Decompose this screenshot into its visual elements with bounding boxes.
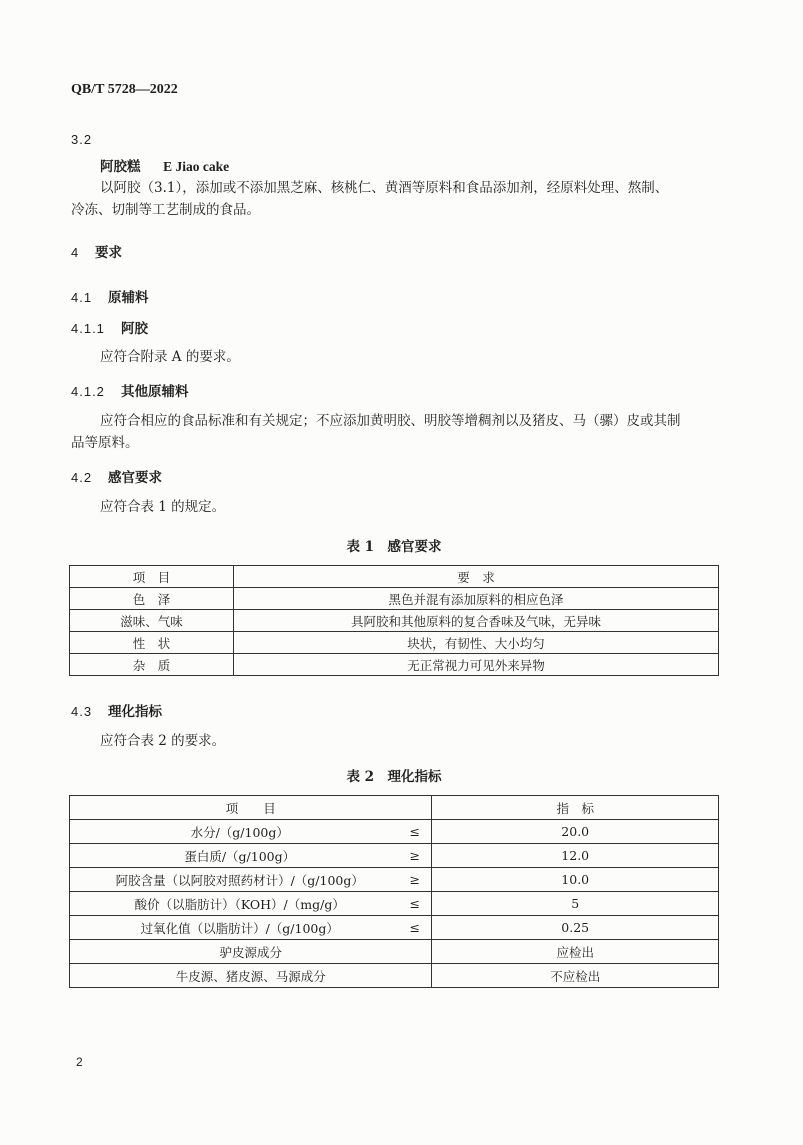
- clause-4-1-2-number: 4.1.2: [71, 384, 105, 399]
- table-header-cell: 项 目: [70, 566, 234, 588]
- table-cell-value: 20.0: [432, 820, 719, 844]
- table-cell-symbol: ≥: [409, 844, 431, 868]
- table-cell: 黑色并混有添加原料的相应色泽: [234, 588, 719, 610]
- table-header-cell: 项 目: [70, 796, 432, 820]
- clause-4-1-1-number: 4.1.1: [71, 321, 105, 336]
- table-row: [70, 632, 719, 654]
- table-cell-symbol: ≤: [409, 916, 431, 940]
- clause-4-1-2-title: 其他原辅料: [121, 384, 189, 400]
- clause-4-3-number: 4.3: [71, 704, 93, 719]
- clause-4-3-title: 理化指标: [108, 704, 162, 720]
- table-cell: 水分/（g/100g）: [70, 820, 410, 844]
- table-cell: 阿胶含量（以阿胶对照药材计）/（g/100g）: [70, 868, 410, 892]
- table-cell-value: 12.0: [432, 844, 719, 868]
- table-cell: 性 状: [70, 632, 234, 654]
- table-row: [70, 610, 719, 632]
- clause-4-1-heading: [71, 286, 149, 306]
- table-row: [70, 654, 719, 676]
- physicochemical-table: [69, 795, 719, 988]
- table-cell-value: 5: [432, 892, 719, 916]
- table-header-row: [70, 796, 719, 820]
- table-header-cell: 指 标: [432, 796, 719, 820]
- clause-4-1-title: 原辅料: [108, 290, 149, 306]
- table-cell: 驴皮源成分: [70, 940, 432, 964]
- clause-4-1-2-heading: [71, 380, 189, 400]
- clause-4-1-1-heading: [71, 317, 148, 337]
- clause-4-1-1-body: 应符合附录 A 的要求。: [100, 349, 240, 365]
- table-row: [70, 940, 719, 964]
- term-heading: [100, 155, 229, 175]
- table-cell: 杂 质: [70, 654, 234, 676]
- table-row: [70, 588, 719, 610]
- table-cell-symbol: ≤: [409, 892, 431, 916]
- clause-4-heading: [71, 241, 122, 261]
- table-row: [70, 844, 719, 868]
- clause-4-2-body: 应符合表 1 的规定。: [100, 499, 226, 515]
- clause-4-1-1-title: 阿胶: [121, 321, 148, 337]
- table-cell: 酸价（以脂肪计）（KOH）/（mg/g）: [70, 892, 410, 916]
- term-definition-line2: 冷冻、切制等工艺制成的食品。: [71, 202, 260, 218]
- clause-4-1-2-line2: 品等原料。: [71, 435, 139, 451]
- table1-caption: 表 1 感官要求: [346, 539, 442, 555]
- table-cell-symbol: ≥: [409, 868, 431, 892]
- clause-4-title: 要求: [95, 245, 122, 261]
- page-number: 2: [76, 1055, 83, 1069]
- clause-4-3-body: 应符合表 2 的要求。: [100, 733, 226, 749]
- clause-4-2-title: 感官要求: [108, 470, 162, 486]
- standard-number: QB/T 5728—2022: [71, 82, 178, 97]
- term-en: E Jiao cake: [163, 159, 230, 174]
- table-cell-value: 0.25: [432, 916, 719, 940]
- clause-4-1-2-line1: 应符合相应的食品标准和有关规定；不应添加黄明胶、明胶等增稠剂以及猪皮、马（骡）皮或其制: [100, 413, 681, 429]
- table-cell: 滋味、气味: [70, 610, 234, 632]
- clause-3-2-number: 3.2: [71, 132, 93, 147]
- term-definition-line1: 以阿胶（3.1），添加或不添加黑芝麻、核桃仁、黄酒等原料和食品添加剂，经原料处理、熬制、: [100, 180, 669, 196]
- table-row: [70, 868, 719, 892]
- table-cell-symbol: ≤: [409, 820, 431, 844]
- clause-4-1-number: 4.1: [71, 290, 93, 305]
- table-cell: 具阿胶和其他原料的复合香味及气味，无异味: [234, 610, 719, 632]
- table-header-row: [70, 566, 719, 588]
- clause-4-2-heading: [71, 466, 162, 486]
- table-row: [70, 892, 719, 916]
- table2-caption: 表 2 理化指标: [346, 769, 442, 785]
- term-zh: 阿胶糕: [100, 159, 141, 175]
- table-cell-value: 应检出: [432, 940, 719, 964]
- table-header-cell: 要 求: [234, 566, 719, 588]
- table-cell: 蛋白质/（g/100g）: [70, 844, 410, 868]
- table-row: [70, 820, 719, 844]
- clause-4-2-number: 4.2: [71, 470, 93, 485]
- table-row: [70, 964, 719, 988]
- table-cell: 过氧化值（以脂肪计）/（g/100g）: [70, 916, 410, 940]
- clause-4-3-heading: [71, 700, 162, 720]
- table-cell-value: 不应检出: [432, 964, 719, 988]
- table-row: [70, 916, 719, 940]
- sensory-table: [69, 565, 719, 676]
- table-cell: 牛皮源、猪皮源、马源成分: [70, 964, 432, 988]
- table-cell: 无正常视力可见外来异物: [234, 654, 719, 676]
- table-cell: 块状，有韧性、大小均匀: [234, 632, 719, 654]
- table-cell-value: 10.0: [432, 868, 719, 892]
- clause-4-number: 4: [71, 245, 80, 260]
- table-cell: 色 泽: [70, 588, 234, 610]
